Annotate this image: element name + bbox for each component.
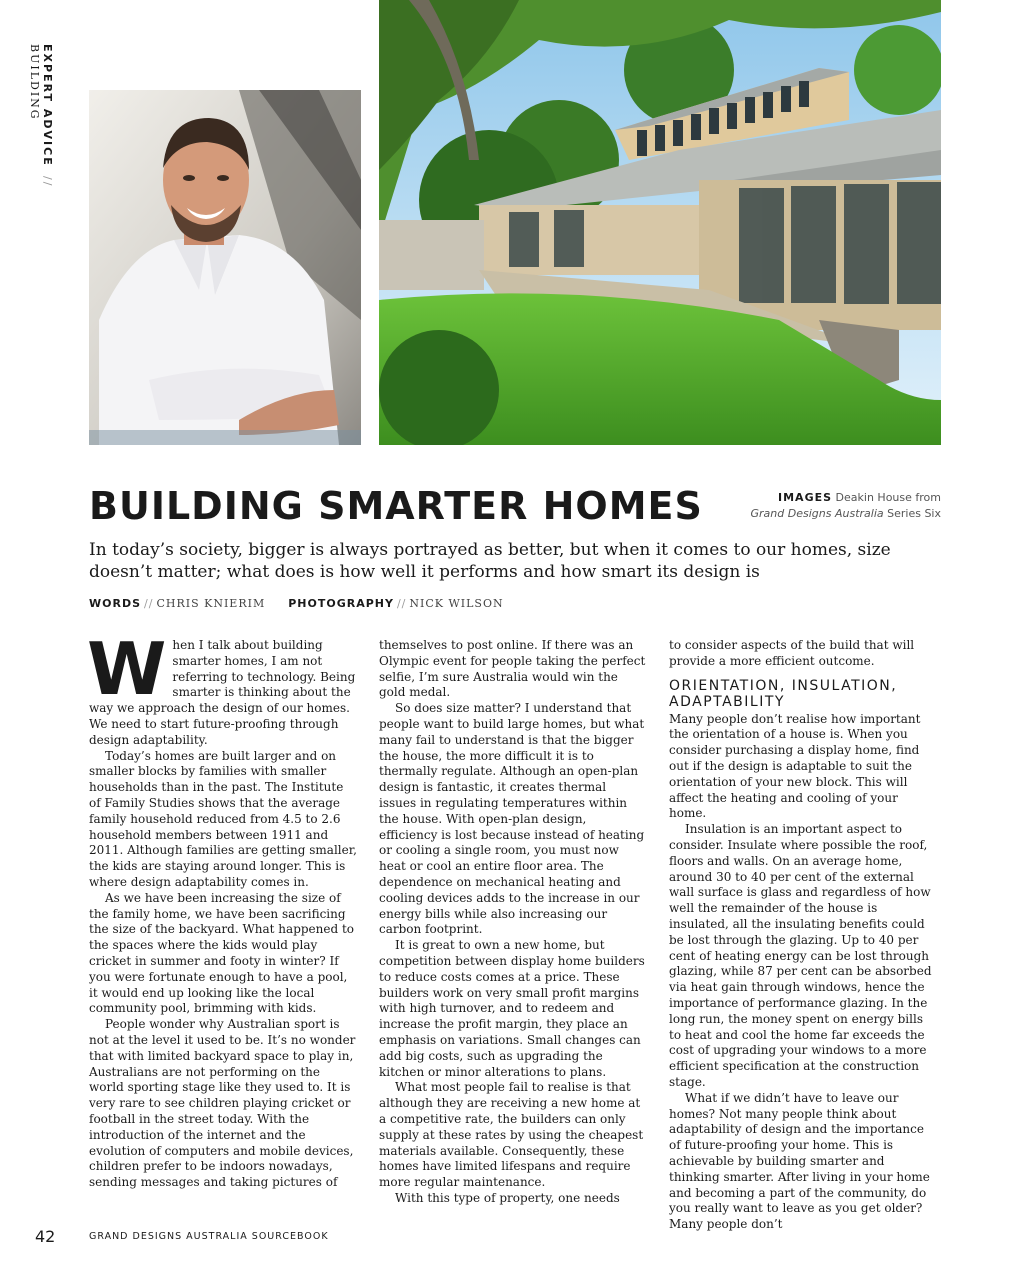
body-column-3 [669,638,937,1233]
byline-separator: // [144,597,154,610]
article-headline: BUILDING SMARTER HOMES [89,484,703,528]
drop-cap: W [87,627,167,711]
body-paragraph: to consider aspects of the build that will provide a more efficient outcome. [669,638,915,668]
body-paragraph: As we have been increasing the size of the family home, we have been sacrificing the size of the backyard. What happened to the spaces where the kids would play cricket in summer and footy in winter? If you were fortunate enough to have a pool, it would end up looking like the local community pool, brimming with kids. [89,890,355,1016]
photography-label: PHOTOGRAPHY [288,597,394,610]
body-paragraph: So does size matter? I understand that people want to build large homes, but what many fail to understand is that the bigger the house, the more difficult it is to thermally regulate. Although an open-plan design is fantastic, it creates thermal issues in regulating temperatures within the house. With open-plan design, efficiency is lost because instead of heating or cooling a single room, you must now heat or cool an entire floor area. The dependence on mechanical heating and cooling devices adds to the increase in our energy bills while also increasing our carbon footprint. [379,701,645,937]
image-credit-text: Deakin House from [835,491,941,504]
section-separator: // [41,176,54,188]
portrait-illustration [89,90,361,445]
house-illustration [379,0,941,445]
section-label [30,44,54,244]
body-paragraph: Today’s homes are built larger and on smaller blocks by families with smaller households than in the past. The Institute of Family Studies shows that the average family household reduced from 4.5 to 2.6 household members between 1911 and 2011. Although families are getting smaller, the kids are staying around longer. This is where design adaptability comes in. [89,748,357,889]
body-paragraph: What most people fail to realise is that although they are receiving a new home at a competitive rate, the builders can only supply at these rates by using the cheapest materials available. Consequently, these homes have limited lifespans and require more regular maintenance. [379,1080,644,1190]
article-standfirst: In today’s society, bigger is always portrayed as better, but when it comes to our homes, size doesn’t matter; what does is how well it performs and how smart its design is [89,540,891,582]
author-portrait-photo [89,90,361,445]
byline [89,597,504,610]
section-subcategory: BUILDING [28,44,41,121]
author-name: CHRIS KNIERIM [156,597,266,610]
paragraph-text: hen I talk about building smarter homes, I am not referring to technology. Being smarter is thinking about the way we approach the design of our homes. We need to start future-proofing through design adaptability. [89,638,356,747]
image-credit [751,490,941,522]
body-paragraph: It is great to own a new home, but competition between display home builders to reduce costs comes at a price. These builders work on very small profit margins with high turnover, and to redeem and increase the profit margin, they place an emphasis on variations. Small changes can add big costs, such as upgrading the kitchen or minor alterations to plans. [379,938,645,1079]
page-number: 42 [35,1227,56,1246]
body-column-2 [379,638,647,1207]
body-column-1 [87,627,357,1191]
image-credit-show: Grand Designs Australia [750,507,884,520]
body-paragraph: Many people don’t realise how important the orientation of a house is. When you consider purchasing a display home, find out if the design is adaptable to suit the orientation of your new block. This will affect the heating and cooling of your home. [669,711,921,821]
body-paragraph: People wonder why Australian sport is not at the level it used to be. It’s no wonder that with limited backyard space to play in, Australians are not performing on the world sporting stage like they used to. It is very rare to see children playing cricket or football in the street today. With the introduction of the internet and the evolution of computers and mobile devices, children prefer to be indoors nowadays, sending messages and taking pictures of [89,1017,356,1190]
body-paragraph: What if we didn’t have to leave our homes? Not many people think about adaptability of design and the importance of future-proofing your home. This is achievable by building smarter and thinking smarter. After living in your home and becoming a part of the community, do you really want to leave as you get older? Many people don’t [669,1090,930,1232]
section-name: EXPERT ADVICE [41,44,54,167]
body-paragraph: With this type of property, one needs [395,1190,620,1205]
image-credit-series: Series Six [887,507,941,520]
magazine-name: GRAND DESIGNS AUSTRALIA SOURCEBOOK [89,1231,329,1242]
image-credit-label: IMAGES [778,491,833,504]
byline-separator: // [396,597,407,610]
photographer-name: NICK WILSON [409,597,504,610]
body-paragraph: themselves to post online. If there was an Olympic event for people taking the perfect selfie, I’m sure Australia would win the gold medal. [379,638,646,700]
house-photo [379,0,941,445]
section-subheading: ORIENTATION, INSULATION, ADAPTABILITY [669,677,898,710]
words-label: WORDS [89,597,142,610]
body-paragraph: Insulation is an important aspect to consider. Insulate where possible the roof, floors and walls. On an average home, around 30 to 40 per cent of the external wall surface is glass and regardless of how well the remainder of the house is insulated, all the insulating benefits could be lost through the glazing. Up to 40 per cent of heating energy can be lost through glazing, while 87 per cent can be absorbed via heat gain through windows, hence the importance of performance glazing. In the long run, the money spent on energy bills to heat and cool the home far exceeds the cost of upgrading your windows to a more efficient specification at the construction stage. [669,822,932,1089]
body-paragraph [87,627,357,749]
